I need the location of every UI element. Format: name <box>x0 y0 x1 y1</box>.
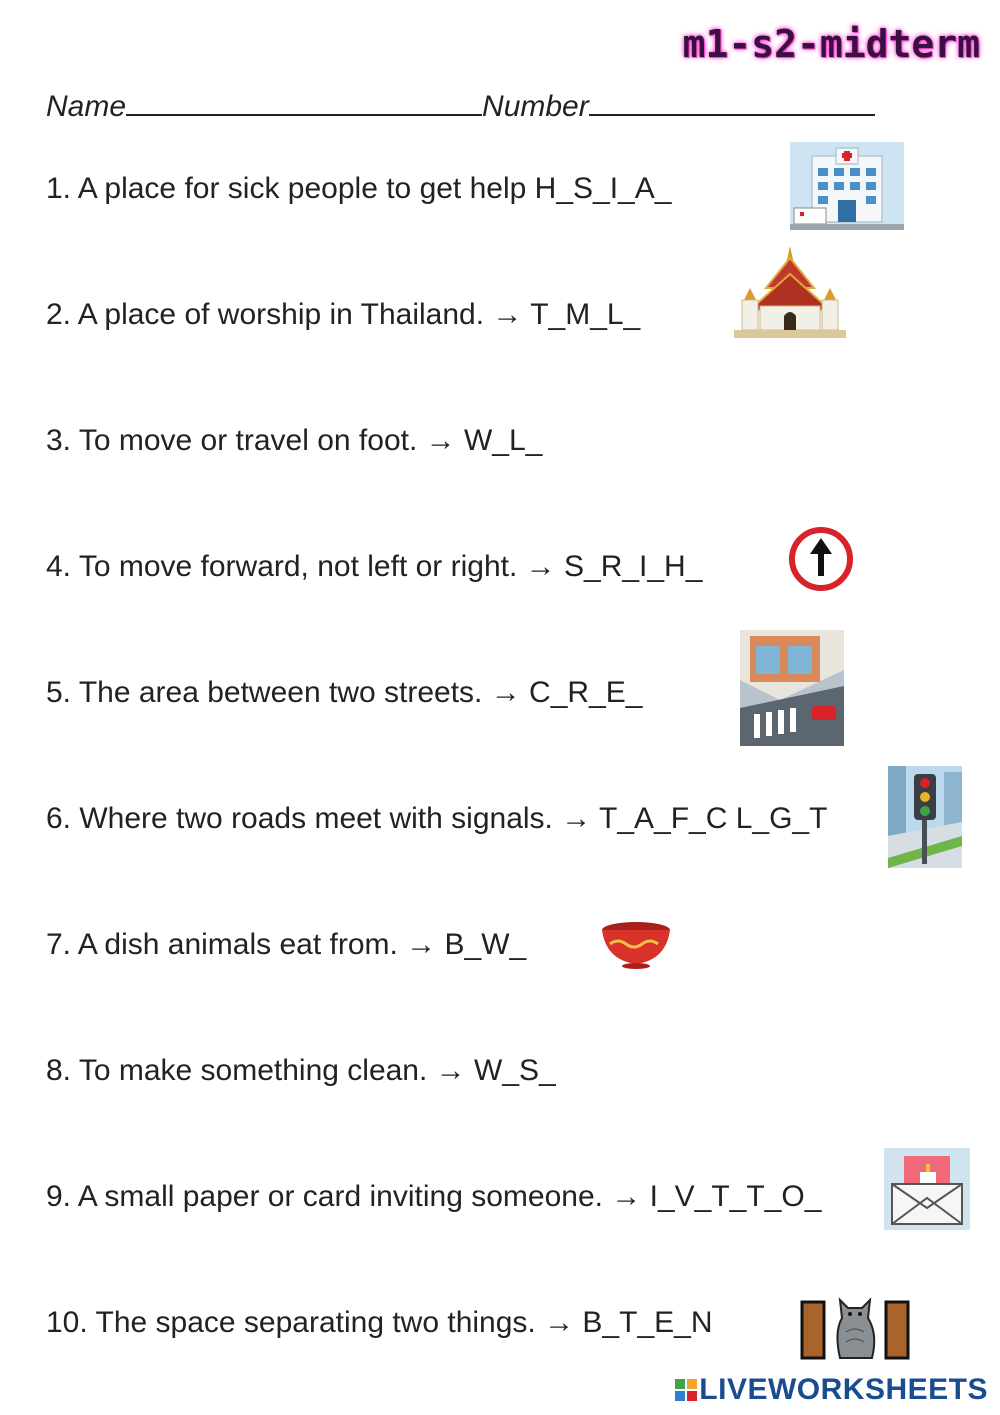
liveworksheets-brand: LIVEWORKSHEETS <box>699 1373 988 1406</box>
liveworksheets-logo <box>675 1373 988 1407</box>
hospital-icon <box>790 142 904 230</box>
question-2: 2. A place of worship in Thailand. → T_M_L_ <box>46 298 641 331</box>
street-corner-icon <box>740 630 844 746</box>
question-4: 4. To move forward, not left or right. → S_R_I_H_ <box>46 550 703 583</box>
question-7: 7. A dish animals eat from. → B_W_ <box>46 928 527 961</box>
question-1: 1. A place for sick people to get help H_S_I_A_ <box>46 172 672 205</box>
question-5: 5. The area between two streets. → C_R_E_ <box>46 676 643 709</box>
traffic-light-icon <box>888 766 962 868</box>
question-10: 10. The space separating two things. → B_T_E_N <box>46 1306 713 1339</box>
name-label: Name <box>46 90 127 123</box>
number-input-line[interactable] <box>589 88 875 116</box>
question-6: 6. Where two roads meet with signals. → T_A_F_C L_G_T <box>46 802 828 835</box>
cat-between-boxes-icon <box>800 1282 910 1360</box>
straight-arrow-sign-icon <box>786 526 856 592</box>
liveworksheets-mark-icon <box>675 1379 697 1401</box>
number-label: Number <box>482 90 589 123</box>
question-8: 8. To make something clean. → W_S_ <box>46 1054 556 1087</box>
invitation-envelope-icon <box>884 1148 970 1230</box>
worksheet-title: m1-s2-midterm <box>682 22 980 66</box>
thai-temple-icon <box>730 244 850 340</box>
name-input-line[interactable] <box>126 88 482 116</box>
student-info-header <box>46 88 875 124</box>
question-9: 9. A small paper or card inviting someone. → I_V_T_T_O_ <box>46 1180 822 1213</box>
bowl-icon <box>600 920 672 970</box>
question-3: 3. To move or travel on foot. → W_L_ <box>46 424 543 457</box>
